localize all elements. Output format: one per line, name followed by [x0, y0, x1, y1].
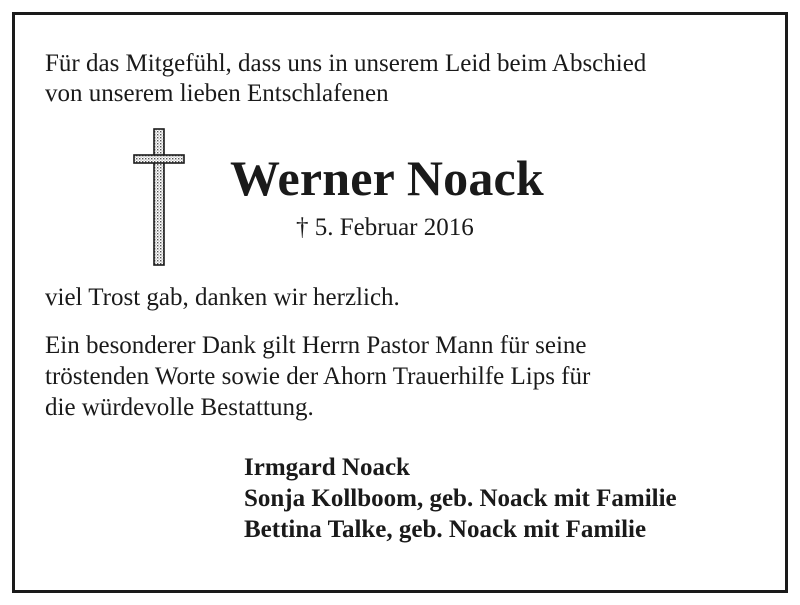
signatories [244, 452, 677, 545]
intro-text [45, 49, 646, 109]
special-thanks-text [45, 330, 590, 423]
christian-cross-icon [133, 128, 185, 266]
death-date: † 5. Februar 2016 [296, 214, 474, 241]
signatory: Bettina Talke, geb. Noack mit Familie [244, 516, 647, 543]
signatory: Irmgard Noack [244, 454, 410, 481]
signatory: Sonja Kollboom, geb. Noack mit Familie [244, 485, 677, 512]
intro-line: Für das Mitgefühl, dass uns in unserem Leid beim Abschied [45, 50, 647, 77]
special-thanks-line: tröstenden Worte sowie der Ahorn Trauerhilfe Lips für [45, 363, 591, 390]
special-thanks-line: die würdevolle Bestattung. [45, 394, 314, 421]
intro-line: von unserem lieben Entschlafenen [45, 80, 389, 107]
special-thanks-line: Ein besonderer Dank gilt Herrn Pastor Mann für seine [45, 332, 587, 359]
deceased-name: Werner Noack [230, 150, 544, 206]
thanks-text: viel Trost gab, danken wir herzlich. [45, 284, 400, 311]
